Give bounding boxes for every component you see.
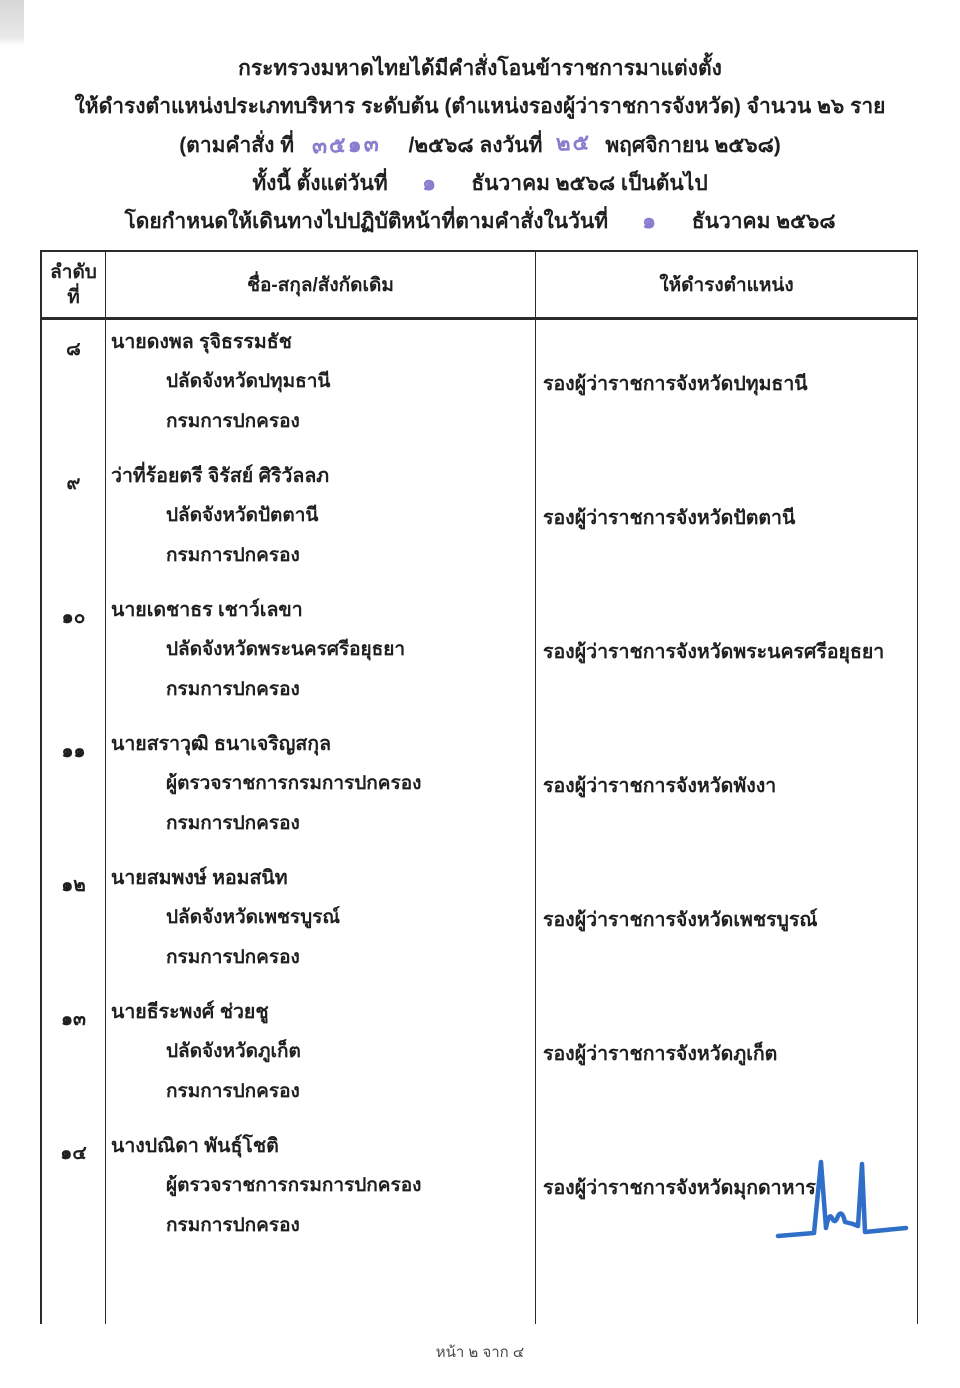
person-name: นายสมพงษ์ หอมสนิท — [111, 867, 288, 889]
scan-corner-artifact — [0, 0, 24, 46]
origin-position: ปลัดจังหวัดพระนครศรีอยุธยา — [166, 639, 406, 660]
travel-date-suffix: ธันวาคม ๒๕๖๘ — [691, 210, 836, 233]
person-name: นายสราวุฒิ ธนาเจริญสกุล — [111, 733, 332, 755]
origin-department: กรมการปกครอง — [166, 679, 300, 700]
handwritten-sign-day: ๒๕ — [555, 129, 592, 156]
row-number: ๑๐ — [42, 588, 106, 722]
table-row — [42, 1124, 917, 1324]
table-row — [42, 454, 917, 588]
origin-department: กรมการปกครอง — [166, 1215, 300, 1236]
order-reference-prefix: (ตามคำสั่ง ที่ — [179, 134, 295, 157]
row-number: ๑๔ — [42, 1124, 106, 1324]
new-position-cell — [536, 856, 917, 990]
new-position-cell — [536, 454, 917, 588]
new-position-cell — [536, 320, 917, 454]
table-row — [42, 990, 917, 1124]
person-name: นายธีระพงศ์ ช่วยชู — [111, 1001, 269, 1023]
order-column-header — [42, 252, 106, 317]
header-line-5 — [0, 202, 960, 240]
new-position-cell — [536, 722, 917, 856]
row-number: ๑๓ — [42, 990, 106, 1124]
table-header-row — [42, 252, 917, 320]
travel-date-prefix: โดยกำหนดให้เดินทางไปปฏิบัติหน้าที่ตามคำสั่งในวันที่ — [124, 210, 609, 233]
handwritten-order-number: ๓๕๑๓ — [311, 130, 381, 159]
order-reference-mid: /๒๕๖๘ ลงวันที่ — [408, 134, 543, 157]
order-reference-suffix: พฤศจิกายน ๒๕๖๘) — [605, 134, 781, 157]
page-footer: หน้า ๒ จาก ๔ — [435, 1344, 525, 1361]
order-column-header-line1: ลำดับ — [50, 261, 97, 283]
row-number: ๙ — [42, 454, 106, 588]
origin-department: กรมการปกครอง — [166, 1081, 300, 1102]
appointments-table — [40, 250, 918, 1324]
new-position: รองผู้ว่าราชการจังหวัดปทุมธานี — [543, 373, 808, 395]
origin-department: กรมการปกครอง — [166, 813, 300, 834]
row-number: ๘ — [42, 320, 106, 454]
origin-position: ปลัดจังหวัดปัตตานี — [166, 505, 319, 526]
origin-department: กรมการปกครอง — [166, 947, 300, 968]
handwritten-travel-day: ๑ — [641, 207, 659, 234]
row-number: ๑๒ — [42, 856, 106, 990]
person-cell — [106, 454, 536, 588]
position-column-header: ให้ดำรงตำแหน่ง — [659, 274, 794, 296]
new-position: รองผู้ว่าราชการจังหวัดปัตตานี — [543, 507, 796, 529]
table-row — [42, 320, 917, 454]
new-position: รองผู้ว่าราชการจังหวัดเพชรบูรณ์ — [543, 909, 818, 931]
person-name: นายดงพล รุจิธรรมธัช — [111, 331, 292, 353]
header-line-1: กระทรวงมหาดไทยได้มีคำสั่งโอนข้าราชการมาแต่งตั้ง — [238, 57, 722, 80]
effective-date-prefix: ทั้งนี้ ตั้งแต่วันที่ — [252, 172, 388, 195]
origin-position: ปลัดจังหวัดภูเก็ต — [166, 1041, 301, 1062]
effective-date-suffix: ธันวาคม ๒๕๖๘ เป็นต้นไป — [471, 172, 708, 195]
order-column-header-line2: ที่ — [67, 286, 80, 308]
pen-signature-mark — [774, 1154, 914, 1249]
origin-position: ปลัดจังหวัดปทุมธานี — [166, 371, 331, 392]
new-position-cell — [536, 990, 917, 1124]
person-cell — [106, 722, 536, 856]
person-cell — [106, 856, 536, 990]
origin-position: ผู้ตรวจราชการกรมการปกครอง — [166, 1175, 422, 1196]
header-line-2: ให้ดำรงตำแหน่งประเภทบริหาร ระดับต้น (ตำแหน่งรองผู้ว่าราชการจังหวัด) จำนวน ๒๖ ราย — [74, 95, 886, 118]
origin-position: ปลัดจังหวัดเพชรบูรณ์ — [166, 907, 340, 928]
origin-position: ผู้ตรวจราชการกรมการปกครอง — [166, 773, 422, 794]
origin-department: กรมการปกครอง — [166, 411, 300, 432]
new-position-cell — [536, 588, 917, 722]
person-name: นายเดชาธร เชาว์เลขา — [111, 599, 303, 621]
person-name: ว่าที่ร้อยตรี จิรัสย์ ศิริวัลลภ — [111, 465, 330, 487]
table-row — [42, 722, 917, 856]
person-cell — [106, 320, 536, 454]
new-position-cell — [536, 1124, 917, 1324]
document-header — [0, 0, 960, 240]
name-column-header: ชื่อ-สกุล/สังกัดเดิม — [106, 252, 536, 317]
new-position: รองผู้ว่าราชการจังหวัดพังงา — [543, 775, 777, 797]
person-cell — [106, 588, 536, 722]
person-name: นางปณิดา พันธุ์โชติ — [111, 1135, 279, 1157]
header-line-3 — [0, 126, 960, 164]
new-position: รองผู้ว่าราชการจังหวัดภูเก็ต — [543, 1043, 778, 1065]
row-number: ๑๑ — [42, 722, 106, 856]
new-position: รองผู้ว่าราชการจังหวัดมุกดาหาร — [543, 1177, 816, 1199]
header-line-4 — [0, 164, 960, 202]
person-cell — [106, 1124, 536, 1324]
handwritten-effective-day: ๑ — [421, 169, 438, 196]
new-position: รองผู้ว่าราชการจังหวัดพระนครศรีอยุธยา — [543, 641, 885, 663]
table-row — [42, 856, 917, 990]
table-row — [42, 588, 917, 722]
origin-department: กรมการปกครอง — [166, 545, 300, 566]
person-cell — [106, 990, 536, 1124]
